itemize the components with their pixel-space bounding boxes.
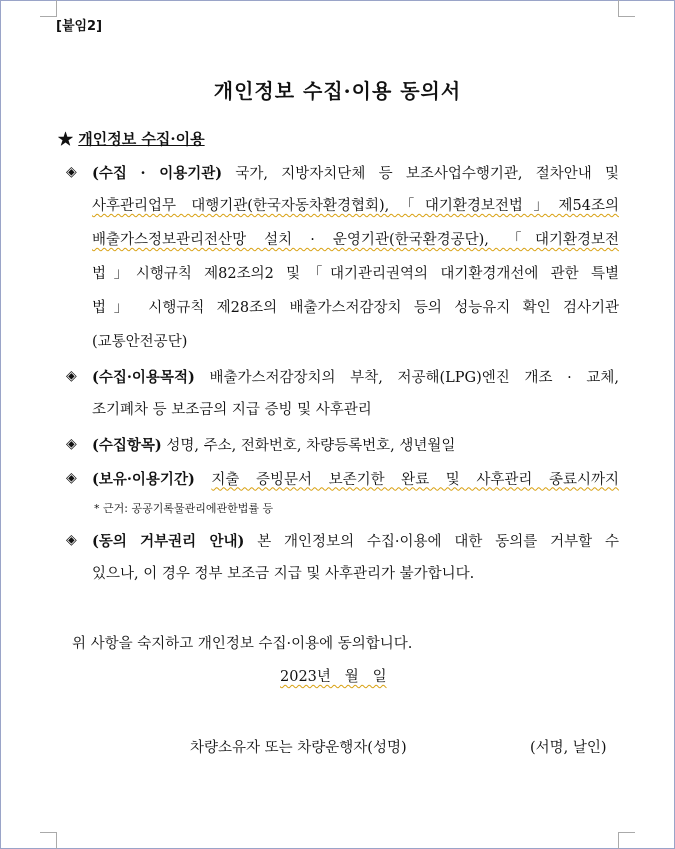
agency-line: 법」시행규칙 제82조의2 및「대기관리권역의 대기환경개선에 관한 특별 xyxy=(92,266,619,282)
purpose-label: (수집·이용목적) xyxy=(92,368,195,386)
crop-mark xyxy=(40,832,57,849)
fields-label: (수집항목) xyxy=(92,436,162,454)
diamond-bullet-icon: ◈ xyxy=(66,532,77,548)
agency-line: 국가, 지방자치단체 등 보조사업수행기관, 절차안내 및 xyxy=(235,165,619,182)
star-icon: ★ xyxy=(58,130,74,148)
refusal-label: (동의 거부권리 안내) xyxy=(92,532,245,550)
diamond-bullet-icon: ◈ xyxy=(66,368,77,384)
agency-line: (교통안전공단) xyxy=(92,334,188,350)
crop-mark xyxy=(618,0,635,17)
purpose-line: 배출가스저감장치의 부착, 저공해(LPG)엔진 개조 · 교체, xyxy=(209,369,619,386)
attachment-label: [붙임2] xyxy=(56,19,103,34)
date-field[interactable]: 2023년 월 일 xyxy=(280,669,387,685)
crop-mark xyxy=(40,0,57,17)
retention-label: (보유·이용기간) xyxy=(92,470,195,488)
purpose-item xyxy=(66,359,619,427)
diamond-bullet-icon: ◈ xyxy=(66,164,77,180)
refusal-item xyxy=(66,523,619,591)
fields-item xyxy=(66,427,619,461)
legal-basis-note: * 근거: 공공기록물관리에관한법률 등 xyxy=(94,502,274,515)
agreement-statement: 위 사항을 숙지하고 개인정보 수집·이용에 동의합니다. xyxy=(72,636,413,652)
refusal-line: 있으나, 이 경우 정부 보조금 지급 및 사후관리가 불가합니다. xyxy=(92,566,475,582)
agency-line: 사후관리업무 대행기관(한국자동차환경협회),「대기환경보전법」제54조의 xyxy=(92,198,619,214)
retention-item xyxy=(66,461,619,495)
document-title: 개인정보 수집·이용 동의서 xyxy=(213,79,462,103)
agency-item xyxy=(66,155,619,359)
fields-text: 성명, 주소, 전화번호, 차량등록번호, 생년월일 xyxy=(166,437,456,454)
signature-seal-field[interactable]: (서명, 날인) xyxy=(530,740,607,756)
agency-label: (수집 · 이용기관) xyxy=(92,164,223,182)
agency-line: 배출가스정보관리전산망 설치 · 운영기관(한국환경공단), 「대기환경보전 xyxy=(92,232,619,248)
section-heading xyxy=(58,128,205,149)
diamond-bullet-icon: ◈ xyxy=(66,470,77,486)
signer-label: 차량소유자 또는 차량운행자(성명) xyxy=(190,740,407,756)
diamond-bullet-icon: ◈ xyxy=(66,436,77,452)
agency-line: 법」 시행규칙 제28조의 배출가스저감장치 등의 성능유지 확인 검사기관 xyxy=(92,300,619,316)
section-heading-text: 개인정보 수집·이용 xyxy=(78,130,205,148)
crop-mark xyxy=(618,832,635,849)
refusal-line: 본 개인정보의 수집·이용에 대한 동의를 거부할 수 xyxy=(257,533,619,550)
retention-text: 지출 증빙문서 보존기한 완료 및 사후관리 종료시까지 xyxy=(211,471,619,488)
purpose-line: 조기폐차 등 보조금의 지급 증빙 및 사후관리 xyxy=(92,402,372,418)
